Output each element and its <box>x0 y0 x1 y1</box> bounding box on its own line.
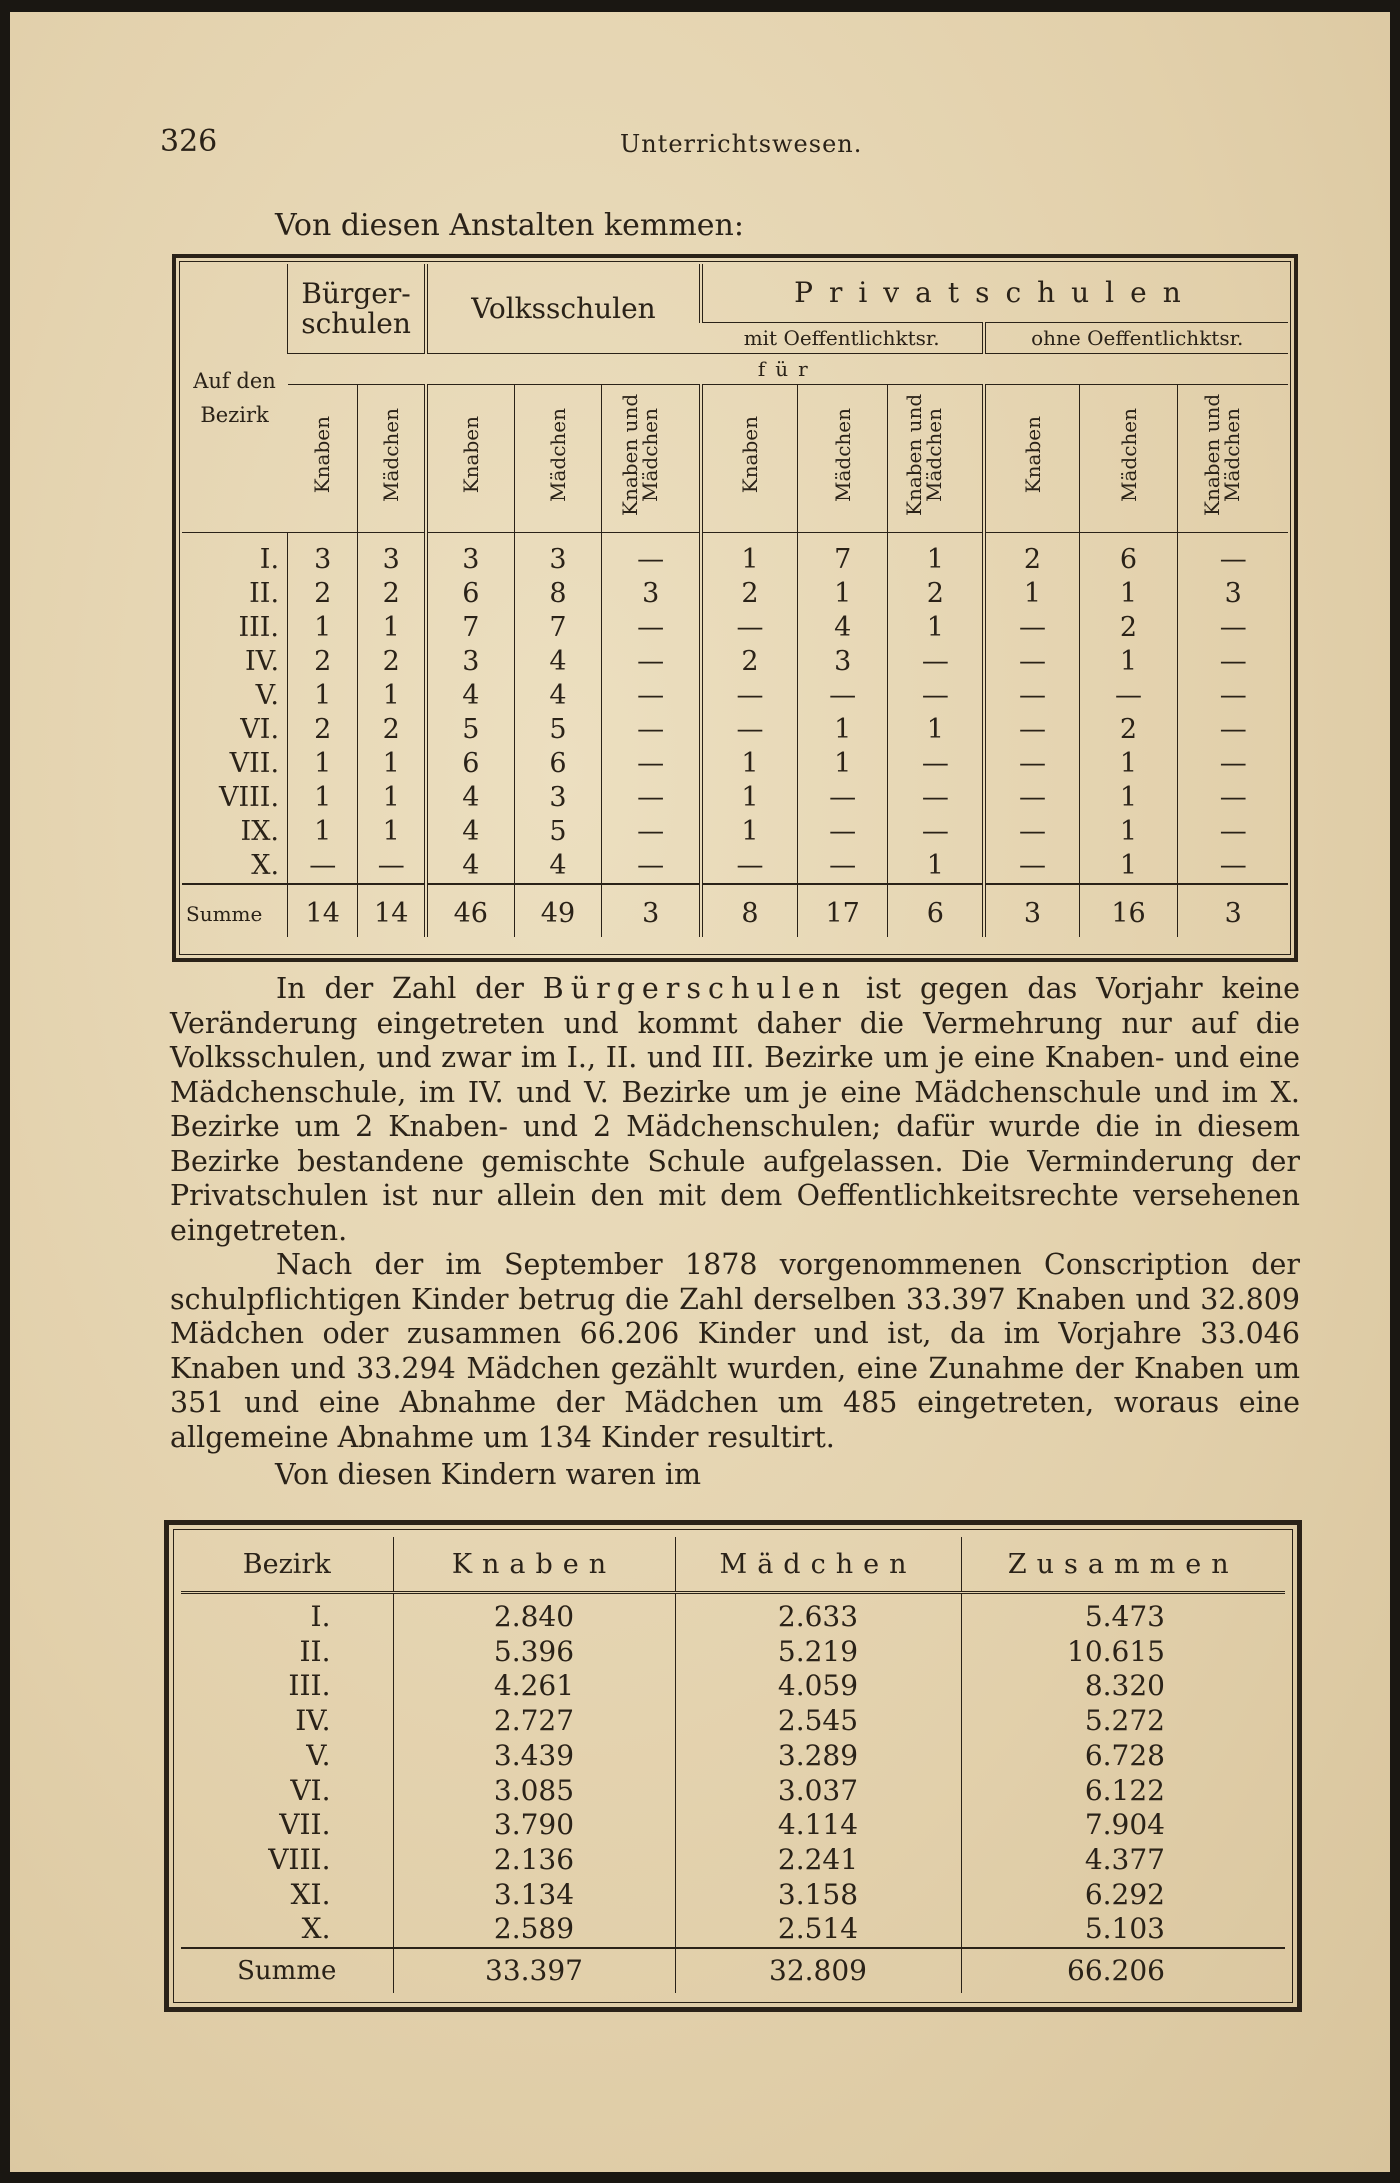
table-cell: 1 <box>358 815 426 849</box>
table-cell: 5 <box>426 713 514 747</box>
table-cell: 4 <box>426 815 514 849</box>
table-cell: 7 <box>798 533 888 578</box>
table-cell: 2 <box>1079 713 1178 747</box>
table-cell: — <box>602 747 701 781</box>
col-knaben: Knaben <box>1020 416 1045 494</box>
table-cell: 3.790 <box>393 1808 675 1843</box>
table-cell: 7 <box>426 611 514 645</box>
district-label: Summe <box>181 1948 393 1993</box>
table-cell: — <box>602 611 701 645</box>
table-cell: 2.727 <box>393 1704 675 1739</box>
table-cell: 5.219 <box>675 1635 961 1670</box>
table-cell: — <box>701 679 798 713</box>
table-cell: 46 <box>426 884 514 937</box>
table-cell: 1 <box>1079 747 1178 781</box>
table-cell: 4.261 <box>393 1669 675 1704</box>
table-cell: 1 <box>798 713 888 747</box>
col-maedchen: Mädchen <box>545 407 570 502</box>
table-cell: 3 <box>984 884 1079 937</box>
book-page <box>10 12 1390 2172</box>
table-cell: 3 <box>358 533 426 578</box>
running-title: Unterrichtswesen. <box>620 130 863 158</box>
table-cell: 2 <box>358 713 426 747</box>
table-cell: 1 <box>888 533 985 578</box>
table-row <box>181 1739 1285 1774</box>
table-cell: 3 <box>426 533 514 578</box>
table-row <box>182 849 1288 884</box>
table-cell: 33.397 <box>393 1948 675 1993</box>
table-row <box>182 577 1288 611</box>
table-cell: 1 <box>1079 577 1178 611</box>
district-label: VIII. <box>218 782 280 813</box>
col-knaben-und-maedchen: Knaben und Mädchen <box>1200 393 1245 517</box>
col-maedchen: Mädchen <box>1116 407 1141 502</box>
table-cell: 17 <box>798 884 888 937</box>
privatschulen-header: Privatschulen <box>701 264 1288 323</box>
table-cell: — <box>602 533 701 578</box>
table-cell: 1 <box>701 533 798 578</box>
schools-table-frame <box>172 254 1298 962</box>
table-cell: 4.114 <box>675 1808 961 1843</box>
table-row <box>181 1669 1285 1704</box>
children-by-district-table <box>181 1537 1285 1993</box>
table-cell: — <box>888 679 985 713</box>
table-cell: — <box>701 849 798 884</box>
table-cell: 2.545 <box>675 1704 961 1739</box>
table-cell: 1 <box>888 611 985 645</box>
table-cell: 3 <box>602 884 701 937</box>
table-cell: 6 <box>888 884 985 937</box>
table-cell: 6 <box>1079 533 1178 578</box>
table-cell: 1 <box>798 577 888 611</box>
col-knaben: Knaben <box>737 416 762 494</box>
table-cell: — <box>1178 781 1288 815</box>
table-cell: 1 <box>358 781 426 815</box>
table-cell: 3 <box>288 533 358 578</box>
children-table-frame <box>164 1520 1302 2012</box>
table-cell: — <box>1079 679 1178 713</box>
table-cell: — <box>701 713 798 747</box>
table-cell: 2 <box>288 577 358 611</box>
table-row <box>181 1593 1285 1635</box>
table-cell: — <box>602 713 701 747</box>
table-cell: 8 <box>701 884 798 937</box>
table-cell: 2 <box>358 577 426 611</box>
table-cell: 6.728 <box>961 1739 1285 1774</box>
table-cell: 4.059 <box>675 1669 961 1704</box>
table-cell: 2 <box>1079 611 1178 645</box>
table-cell: 8.320 <box>961 1669 1285 1704</box>
table-cell: 1 <box>358 747 426 781</box>
table-cell: 4.377 <box>961 1843 1285 1878</box>
table-cell: — <box>798 849 888 884</box>
table-cell: 1 <box>1079 815 1178 849</box>
table-cell: 5.473 <box>961 1593 1285 1635</box>
table-cell: 14 <box>358 884 426 937</box>
table-row <box>181 1843 1285 1878</box>
table-cell: 5 <box>514 815 602 849</box>
table-row <box>181 1704 1285 1739</box>
col-knaben: Knaben <box>458 416 483 494</box>
district-label: VI. <box>290 1773 331 1807</box>
table-cell: 5.396 <box>393 1635 675 1670</box>
intro-line: Von diesen Anstalten kemmen: <box>275 208 744 243</box>
table-cell: 4 <box>426 781 514 815</box>
table-cell: 8 <box>514 577 602 611</box>
table-cell: 1 <box>288 815 358 849</box>
table-cell: — <box>888 781 985 815</box>
table-cell: 1 <box>1079 645 1178 679</box>
district-label: VIII. <box>268 1842 331 1876</box>
table-cell: 3.289 <box>675 1739 961 1774</box>
district-label: X. <box>251 850 280 881</box>
table-cell: 1 <box>288 679 358 713</box>
paragraph-1: In der Zahl der Bürgerschulen ist gegen das Vorjahr keine Veränderung eingetreten und kommt daher die Vermehrung nur auf die Volksschulen, und zwar im I., II. und III. Bezirke um je eine Knaben- und eine Mädchenschule, im IV. und V. Bezirke um je eine Mädchenschule und im X. Bezirke um 2 Knaben- und 2 Mädchenschulen; dafür wurde die in diesem Bezirke bestandene gemischte Schule aufgelassen. Die Verminderung der Privatschulen ist nur allein den mit dem Oeffentlichkeitsrechte versehenen eingetreten. <box>170 972 1300 1247</box>
table-cell: 1 <box>701 781 798 815</box>
district-label: II. <box>249 578 280 609</box>
table-cell: 7.904 <box>961 1808 1285 1843</box>
district-label: VII. <box>279 1808 331 1842</box>
volksschulen-header: Volksschulen <box>426 264 701 354</box>
table-cell: — <box>1178 645 1288 679</box>
table-cell: 32.809 <box>675 1948 961 1993</box>
t2-header-maedchen: Mädchen <box>675 1537 961 1593</box>
district-label: V. <box>306 1738 331 1772</box>
table-cell: — <box>888 747 985 781</box>
table-cell: 1 <box>888 849 985 884</box>
table-cell: — <box>798 781 888 815</box>
table-cell: 3 <box>426 645 514 679</box>
table-cell: 3 <box>798 645 888 679</box>
district-label: VII. <box>229 748 280 779</box>
mit-oeffentlichkeit-header: mit Oeffentlichktsr. <box>701 323 985 354</box>
table-cell: 3 <box>602 577 701 611</box>
district-label: I. <box>310 1600 331 1633</box>
table-cell: 4 <box>514 679 602 713</box>
bezirk-header: Auf den Bezirk <box>182 264 288 533</box>
table-cell: — <box>984 815 1079 849</box>
table-cell: 2.589 <box>393 1912 675 1948</box>
district-label: IX. <box>240 816 280 847</box>
table-cell: 66.206 <box>961 1948 1285 1993</box>
table-cell: 2 <box>984 533 1079 578</box>
table-cell: — <box>1178 849 1288 884</box>
district-label: III. <box>288 1669 331 1703</box>
table-cell: — <box>888 645 985 679</box>
table-cell: — <box>984 849 1079 884</box>
district-label: X. <box>301 1912 331 1946</box>
table-cell: 1 <box>701 815 798 849</box>
district-label: IV. <box>295 1704 331 1738</box>
table-row <box>181 1878 1285 1913</box>
table-cell: 5.103 <box>961 1912 1285 1948</box>
table-cell: 2 <box>888 577 985 611</box>
table-cell: 3 <box>1178 577 1288 611</box>
table-cell: — <box>701 611 798 645</box>
table-cell: 1 <box>798 747 888 781</box>
fuer-header: für <box>288 354 1288 385</box>
table-cell: 2.840 <box>393 1593 675 1635</box>
table-cell: — <box>1178 815 1288 849</box>
table-cell: — <box>984 679 1079 713</box>
table-cell: 5 <box>514 713 602 747</box>
table-cell: 49 <box>514 884 602 937</box>
table-cell: 3.037 <box>675 1774 961 1809</box>
table-cell: 6.122 <box>961 1774 1285 1809</box>
table-cell: 2 <box>701 577 798 611</box>
table-cell: — <box>984 747 1079 781</box>
table-row <box>181 1912 1285 1948</box>
buergerschulen-header: Bürger-schulen <box>288 264 427 354</box>
district-label: XI. <box>290 1877 331 1911</box>
paragraph-2: Nach der im September 1878 vorgenommenen Conscription der schulpflichtigen Kinder betrug die Zahl derselben 33.397 Knaben und 32.809 Mädchen oder zusammen 66.206 Kinder und ist, da im Vorjahre 33.046 Knaben und 33.294 Mädchen gezählt wurden, eine Zunahme der Knaben um 351 und eine Abnahme der Mädchen um 485 eingetreten, woraus eine allgemeine Abnahme um 134 Kinder resultirt. <box>170 1248 1300 1454</box>
table-cell: 6 <box>514 747 602 781</box>
table-cell: — <box>1178 713 1288 747</box>
table-cell: 2 <box>358 645 426 679</box>
table-cell: 2.633 <box>675 1593 961 1635</box>
t2-header-zusammen: Zusammen <box>961 1537 1285 1593</box>
body-text <box>170 972 1300 1455</box>
district-label: V. <box>255 680 280 711</box>
table-cell: 3.134 <box>393 1878 675 1913</box>
table-cell: 3.158 <box>675 1878 961 1913</box>
table-cell: 4 <box>798 611 888 645</box>
table-cell: 4 <box>514 849 602 884</box>
district-label: II. <box>299 1634 331 1668</box>
table-cell: 1 <box>1079 781 1178 815</box>
table2-lead: Von diesen Kindern waren im <box>275 1458 702 1491</box>
table-cell: — <box>984 611 1079 645</box>
table-row <box>182 645 1288 679</box>
table-row <box>181 1635 1285 1670</box>
table-cell: 6.292 <box>961 1878 1285 1913</box>
table-cell: 2 <box>701 645 798 679</box>
table-cell: — <box>288 849 358 884</box>
table-cell: 4 <box>514 645 602 679</box>
table-cell: — <box>1178 611 1288 645</box>
table-cell: — <box>602 849 701 884</box>
table-row <box>182 781 1288 815</box>
col-maedchen: Mädchen <box>830 407 855 502</box>
table-cell: — <box>798 679 888 713</box>
table-cell: 1 <box>288 781 358 815</box>
col-knaben-und-maedchen: Knaben und Mädchen <box>902 393 947 517</box>
buergerschulen-emphasis: Bürgerschulen <box>542 972 848 1005</box>
table-cell: 16 <box>1079 884 1178 937</box>
table-cell: — <box>602 679 701 713</box>
table-cell: 2.241 <box>675 1843 961 1878</box>
table-row <box>182 815 1288 849</box>
district-label: IV. <box>245 646 280 677</box>
table-cell: 3 <box>1178 884 1288 937</box>
ohne-oeffentlichkeit-header: ohne Oeffentlichktsr. <box>984 323 1288 354</box>
table-cell: 2 <box>288 645 358 679</box>
table-cell: — <box>888 815 985 849</box>
col-maedchen: Mädchen <box>379 407 404 502</box>
table-cell: 14 <box>288 884 358 937</box>
sum-row <box>182 884 1288 937</box>
district-label: VI. <box>240 714 280 745</box>
table-cell: 1 <box>288 747 358 781</box>
col-knaben-und-maedchen: Knaben und Mädchen <box>617 393 662 517</box>
table-cell: 1 <box>701 747 798 781</box>
table-cell: 1 <box>984 577 1079 611</box>
table-cell: — <box>984 645 1079 679</box>
table-cell: 3 <box>514 781 602 815</box>
table-cell: — <box>1178 747 1288 781</box>
table-row <box>182 747 1288 781</box>
table-row <box>181 1774 1285 1809</box>
schools-by-district-table <box>182 264 1288 937</box>
table-cell: — <box>1178 679 1288 713</box>
table-cell: 5.272 <box>961 1704 1285 1739</box>
table-cell: 3 <box>514 533 602 578</box>
table-cell: 2.136 <box>393 1843 675 1878</box>
table-row <box>182 611 1288 645</box>
table-row <box>182 533 1288 578</box>
table-cell: — <box>984 713 1079 747</box>
table-cell: — <box>602 645 701 679</box>
table-cell: — <box>984 781 1079 815</box>
table-cell: 6 <box>426 747 514 781</box>
table-cell: 1 <box>288 611 358 645</box>
table-cell: 1 <box>358 611 426 645</box>
table-cell: — <box>602 781 701 815</box>
table-cell: 1 <box>888 713 985 747</box>
table-cell: 3.439 <box>393 1739 675 1774</box>
table-row <box>181 1808 1285 1843</box>
table-cell: 4 <box>426 679 514 713</box>
table-cell: 10.615 <box>961 1635 1285 1670</box>
district-label: I. <box>259 544 280 575</box>
district-label: Summe <box>182 884 288 937</box>
table-cell: — <box>798 815 888 849</box>
table-cell: 7 <box>514 611 602 645</box>
page-number: 326 <box>160 124 218 159</box>
table-row <box>182 679 1288 713</box>
t2-header-knaben: Knaben <box>393 1537 675 1593</box>
sum-row <box>181 1948 1285 1993</box>
table-cell: — <box>602 815 701 849</box>
col-knaben: Knaben <box>310 416 335 494</box>
table-cell: 2 <box>288 713 358 747</box>
table-cell: 1 <box>358 679 426 713</box>
table-cell: 3.085 <box>393 1774 675 1809</box>
table-cell: — <box>1178 533 1288 578</box>
table-cell: 1 <box>1079 849 1178 884</box>
table-cell: 2.514 <box>675 1912 961 1948</box>
table-cell: — <box>358 849 426 884</box>
table-row <box>182 713 1288 747</box>
table-cell: 6 <box>426 577 514 611</box>
table-cell: 4 <box>426 849 514 884</box>
district-label: III. <box>238 612 280 643</box>
t2-header-bezirk: Bezirk <box>181 1537 393 1593</box>
